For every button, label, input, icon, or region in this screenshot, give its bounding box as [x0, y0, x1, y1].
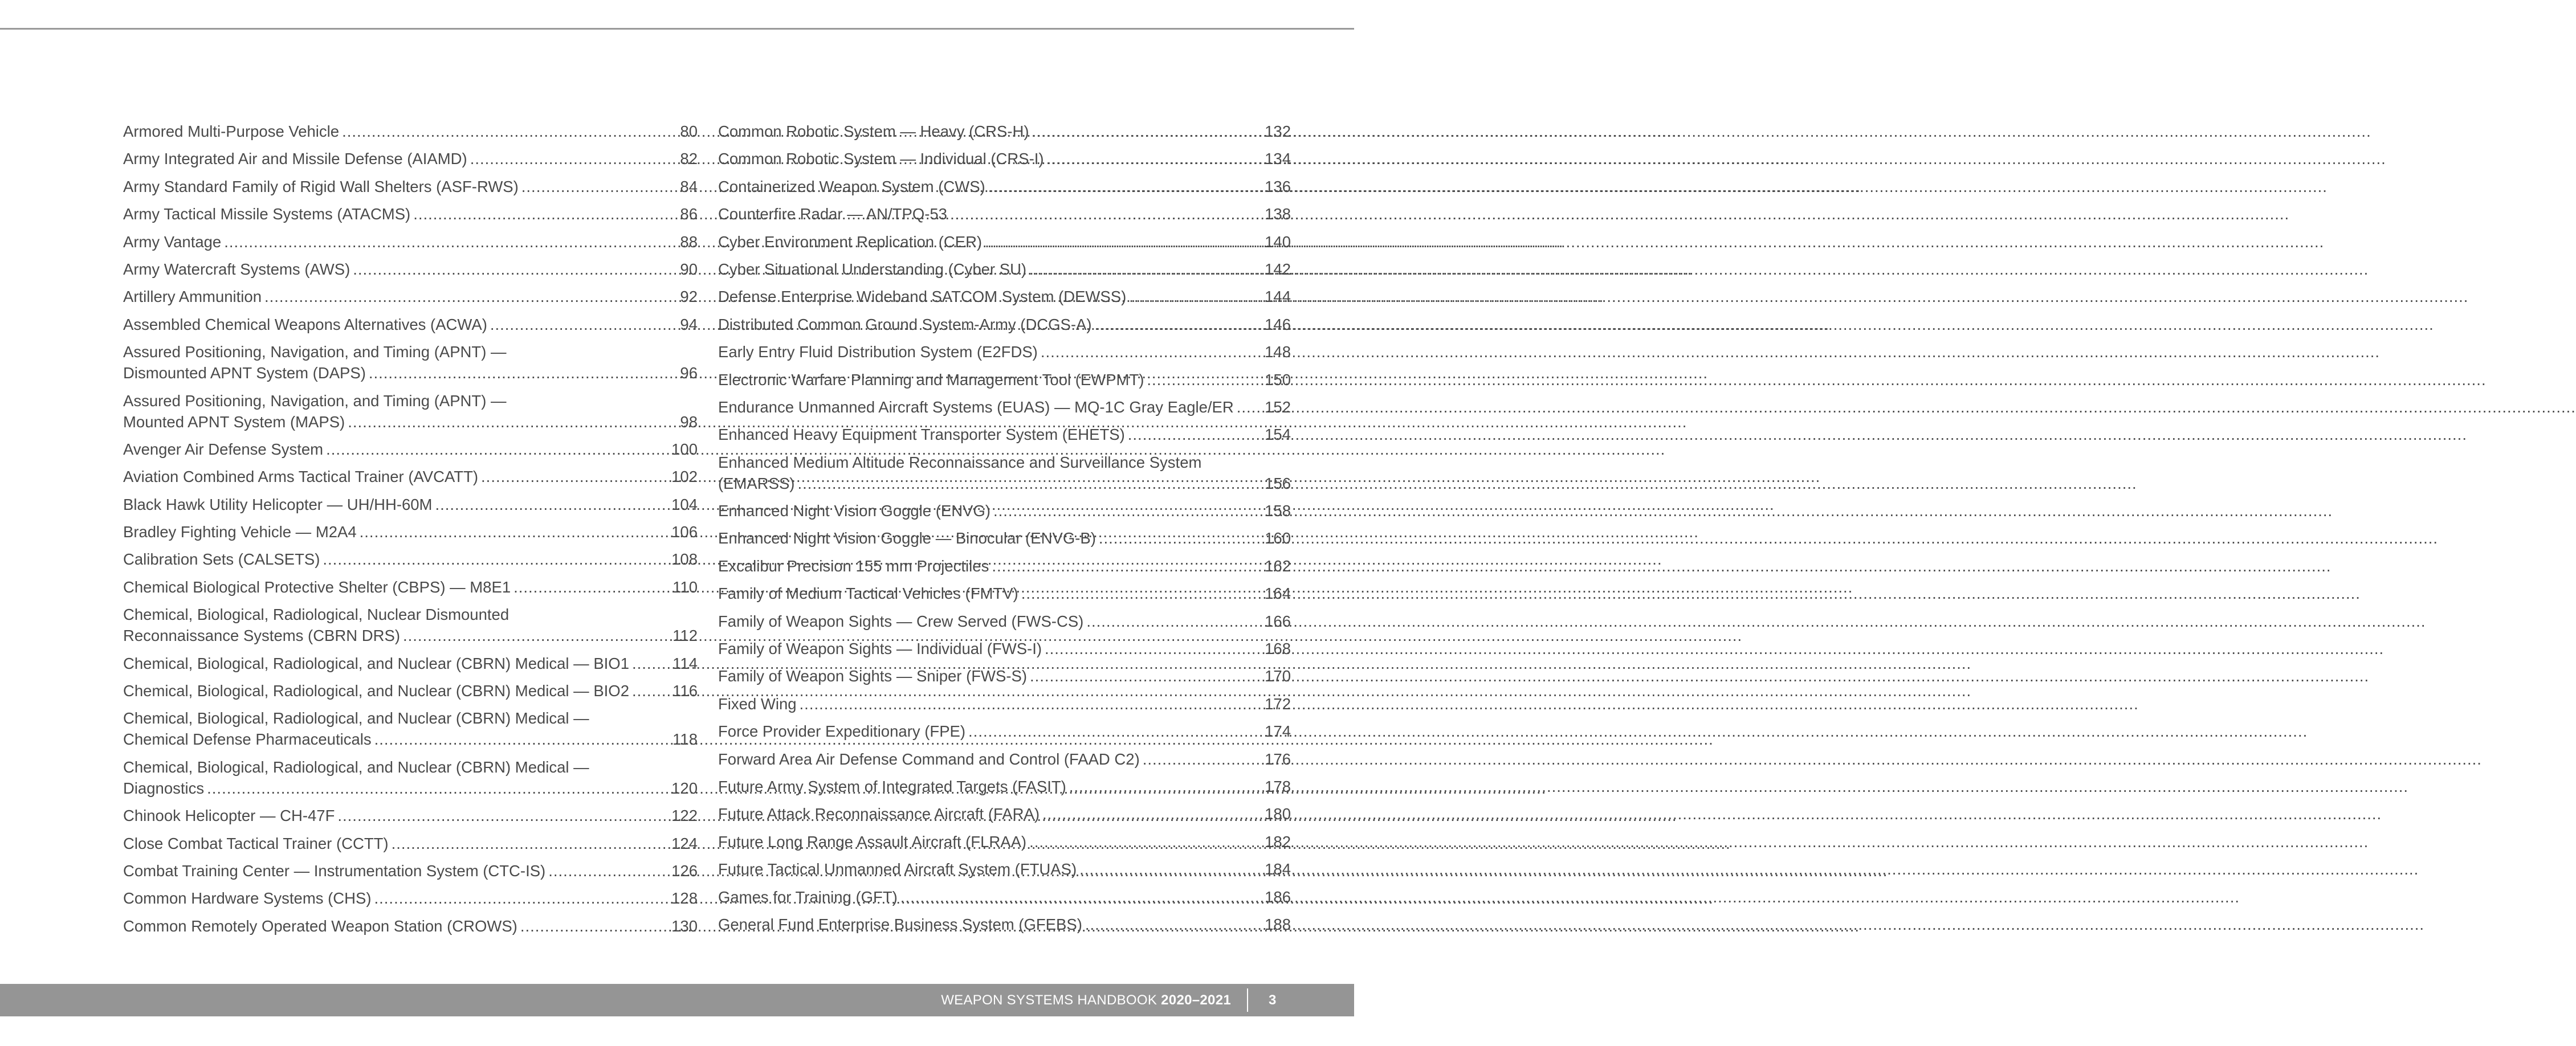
toc-entry-title: Family of Weapon Sights — Crew Served (FWS-CS) [718, 612, 1084, 630]
toc-entry-title: Future Army System of Integrated Targets (FASIT) [718, 777, 1066, 795]
toc-entry-title: Force Provider Expeditionary (FPE) [718, 722, 966, 741]
toc-entry-line [123, 805, 698, 826]
toc-entry-title: Enhanced Heavy Equipment Transporter System (EHETS) [718, 426, 1125, 444]
toc-entry-line [123, 148, 698, 169]
dot-leader [950, 203, 1262, 224]
toc-entry-page-number: 162 [1265, 557, 1291, 575]
toc-entry-line [718, 749, 1291, 770]
toc-entry-title: Chinook Helicopter — CH-47F [123, 807, 335, 825]
toc-entry-title: Enhanced Night Vision Goggle (ENVG) [718, 502, 991, 520]
toc-entry-page-number: 126 [671, 861, 698, 880]
toc-entry-page-number: 86 [680, 205, 698, 223]
toc-entry-title: Early Entry Fluid Distribution System (E2FDS) [718, 343, 1038, 361]
toc-entry[interactable] [718, 831, 1291, 852]
dot-leader [1086, 611, 1262, 632]
toc-entry-page-number: 108 [671, 550, 698, 569]
toc-entry[interactable] [123, 577, 698, 598]
toc-entry[interactable] [123, 176, 698, 197]
dot-leader [1085, 914, 1262, 935]
toc-entry[interactable] [718, 424, 1291, 445]
toc-entry[interactable] [718, 528, 1291, 549]
toc-left-column [123, 121, 698, 943]
toc-entry-title-line: Chemical, Biological, Radiological, Nuclear Dismounted [123, 606, 510, 624]
toc-entry[interactable] [123, 833, 698, 854]
toc-entry-page-number: 94 [680, 315, 698, 333]
toc-entry-page-number: 158 [1265, 502, 1291, 520]
toc-entry[interactable] [718, 203, 1291, 224]
toc-entry[interactable] [718, 665, 1291, 687]
toc-entry[interactable] [718, 693, 1291, 714]
toc-entry[interactable] [718, 148, 1291, 169]
toc-entry-title: Calibration Sets (CALSETS) [123, 550, 320, 569]
toc-entry-line [123, 833, 698, 854]
toc-entry[interactable] [718, 500, 1291, 521]
toc-entry-page-number: 172 [1265, 694, 1291, 713]
toc-entry-line [718, 859, 1291, 880]
dot-leader [403, 625, 670, 646]
dot-leader [374, 729, 671, 750]
dot-leader [632, 653, 670, 674]
toc-entry-page-number: 90 [680, 260, 698, 278]
toc-entry-page-number: 188 [1265, 915, 1291, 933]
dot-leader [413, 203, 678, 224]
toc-entry[interactable] [718, 121, 1291, 142]
toc-entry-title: Endurance Unmanned Aircraft Systems (EUAS) — MQ-1C Gray Eagle/ER [718, 398, 1234, 416]
dot-leader [1029, 259, 1262, 280]
toc-entry-line [123, 680, 698, 701]
toc-entry-page-number: 140 [1265, 232, 1291, 251]
toc-entry-line [718, 665, 1291, 687]
toc-entry[interactable] [718, 314, 1291, 335]
dot-leader [900, 886, 1262, 908]
toc-entry-page-number: 182 [1265, 832, 1291, 851]
toc-entry-title: Defense Enterprise Wideband SATCOM System (DEWSS) [718, 288, 1127, 306]
toc-entry-page-number: 134 [1265, 150, 1291, 168]
toc-entry-title: Common Robotic System — Individual (CRS-I) [718, 150, 1044, 168]
toc-entry[interactable] [718, 231, 1291, 252]
toc-entry-title: Army Integrated Air and Missile Defense (AIAMD) [123, 150, 467, 168]
toc-entry-title: Cyber Situational Understanding (Cyber SU) [718, 260, 1027, 278]
toc-entry-line [718, 611, 1291, 632]
toc-entry-page-number: 124 [671, 834, 698, 852]
toc-entry-line [718, 176, 1291, 197]
toc-entry-title-line: Enhanced Medium Altitude Reconnaissance and Surveillance System [718, 453, 1202, 471]
toc-entry-page-number: 106 [671, 523, 698, 541]
toc-entry-title: Dismounted APNT System (DAPS) [123, 364, 366, 382]
dot-leader [326, 439, 669, 460]
top-rule [0, 28, 1354, 30]
toc-entry-line [123, 916, 698, 937]
toc-entry-line [123, 577, 698, 598]
toc-entry[interactable] [123, 203, 698, 224]
dot-leader [988, 176, 1262, 197]
toc-entry-title: Army Standard Family of Rigid Wall Shelters (ASF-RWS) [123, 177, 519, 195]
dot-leader [342, 121, 678, 142]
toc-entry-line [718, 803, 1291, 824]
toc-entry[interactable] [123, 549, 698, 570]
toc-entry-page-number: 102 [671, 468, 698, 486]
toc-entry-line [718, 424, 1291, 445]
dot-leader [520, 916, 669, 937]
toc-entry-page-number: 178 [1265, 777, 1291, 795]
dot-leader [264, 286, 678, 307]
toc-entry[interactable] [123, 805, 698, 826]
dot-leader [1030, 665, 1262, 687]
toc-entry-page-number: 146 [1265, 315, 1291, 333]
toc-entry-line [123, 176, 698, 197]
toc-entry-page-number: 130 [671, 917, 698, 935]
toc-entry-title: Artillery Ammunition [123, 288, 262, 306]
toc-entry-page-number: 84 [680, 177, 698, 195]
toc-entry-title: Aviation Combined Arms Tactical Trainer (AVCATT) [123, 468, 479, 486]
toc-entry-line [123, 729, 698, 750]
page-footer [0, 984, 1354, 1016]
toc-entry[interactable] [123, 680, 698, 701]
dot-leader [1032, 121, 1263, 142]
dot-leader [323, 549, 669, 570]
toc-entry-line [123, 521, 698, 542]
toc-entry-page-number: 118 [672, 730, 698, 749]
toc-entry[interactable] [123, 757, 698, 799]
toc-entry-page-number: 184 [1265, 860, 1291, 879]
toc-entry[interactable] [718, 176, 1291, 197]
toc-entry-title: Future Tactical Unmanned Aircraft System (FTUAS) [718, 860, 1077, 879]
toc-entry[interactable] [123, 888, 698, 909]
toc-entry-page-number: 180 [1265, 805, 1291, 823]
toc-entry-page-number: 166 [1265, 612, 1291, 630]
toc-entry-line [718, 341, 1291, 362]
toc-entry-title: Close Combat Tactical Trainer (CCTT) [123, 834, 389, 852]
toc-entry-line [123, 778, 698, 799]
toc-entry-line [123, 625, 698, 646]
dot-leader [968, 721, 1262, 742]
toc-entry-page-number: 112 [672, 627, 698, 645]
toc-entry[interactable] [718, 555, 1291, 577]
toc-entry-page-number: 186 [1265, 888, 1291, 906]
toc-entry-page-number: 120 [671, 779, 698, 797]
toc-entry-page-number: 96 [680, 364, 698, 382]
toc-entry-page-number: 144 [1265, 288, 1291, 306]
toc-entry-page-number: 92 [680, 288, 698, 306]
toc-entry[interactable] [123, 341, 698, 383]
toc-entry-title: Reconnaissance Systems (CBRN DRS) [123, 627, 400, 645]
toc-entry-line [123, 231, 698, 252]
toc-entry-title: Chemical, Biological, Radiological, and Nuclear (CBRN) Medical — BIO1 [123, 654, 629, 672]
toc-entry-page-number: 110 [672, 578, 698, 596]
toc-entry[interactable] [123, 439, 698, 460]
dot-leader [348, 411, 678, 432]
toc-entry-title: Electronic Warfare Planning and Management Tool (EWPMT) [718, 370, 1144, 389]
toc-entry[interactable] [123, 314, 698, 335]
toc-entry[interactable] [123, 604, 698, 646]
dot-leader [513, 577, 670, 598]
toc-entry[interactable] [718, 452, 1291, 494]
toc-entry-title-line: Assured Positioning, Navigation, and Timing (APNT) — [123, 391, 507, 410]
toc-entry-line [123, 439, 698, 460]
toc-entry[interactable] [718, 859, 1291, 880]
toc-entry[interactable] [718, 583, 1291, 604]
toc-entry-title: Chemical Biological Protective Shelter (CBPS) — M8E1 [123, 578, 511, 596]
toc-entry[interactable] [718, 259, 1291, 280]
toc-entry-title: Mounted APNT System (MAPS) [123, 412, 345, 431]
toc-entry[interactable] [123, 231, 698, 252]
toc-entry-title: Family of Medium Tactical Vehicles (FMTV) [718, 585, 1018, 603]
dot-leader [369, 362, 678, 383]
dot-leader [360, 521, 669, 542]
toc-entry-page-number: 160 [1265, 529, 1291, 547]
toc-entry-line [123, 286, 698, 307]
toc-entry-page-number: 104 [671, 495, 698, 513]
toc-entry-page-number: 122 [671, 807, 698, 825]
dot-leader [353, 259, 678, 280]
toc-entry-page-number: 128 [671, 889, 698, 908]
toc-entry-title: Excalibur Precision 155 mm Projectiles [718, 557, 989, 575]
toc-entry-title: Army Watercraft Systems (AWS) [123, 260, 350, 278]
toc-entry[interactable] [718, 397, 1291, 418]
dot-leader [1029, 831, 1262, 852]
toc-entry[interactable] [123, 708, 698, 750]
toc-entry-line [123, 653, 698, 674]
dot-leader [1045, 638, 1262, 659]
dot-leader [1042, 803, 1262, 824]
dot-leader [1095, 314, 1263, 335]
toc-entry-line [123, 549, 698, 570]
toc-entry-page-number: 80 [680, 122, 698, 140]
toc-entry-line [718, 259, 1291, 280]
dot-leader [797, 473, 1262, 494]
footer-divider [1247, 988, 1248, 1012]
dot-leader [435, 494, 669, 515]
toc-entry[interactable] [718, 638, 1291, 659]
dot-leader [800, 693, 1263, 714]
toc-entry[interactable] [718, 611, 1291, 632]
toc-entry-page-number: 170 [1265, 667, 1291, 685]
dot-leader [1047, 148, 1263, 169]
toc-entry-page-number: 156 [1265, 474, 1291, 492]
toc-entry-line [718, 721, 1291, 742]
toc-entry-page-number: 142 [1265, 260, 1291, 278]
toc-entry-title: Family of Weapon Sights — Individual (FWS-I) [718, 640, 1042, 658]
dot-leader [481, 466, 669, 487]
toc-entry[interactable] [718, 803, 1291, 824]
toc-entry-line [718, 203, 1291, 224]
toc-entry-line [123, 411, 698, 432]
dot-leader [1128, 424, 1262, 445]
dot-leader [1237, 397, 1262, 418]
toc-entry-title: Games for Training (GFT) [718, 888, 898, 906]
toc-entry-title-line: Chemical, Biological, Radiological, and Nuclear (CBRN) Medical — [123, 758, 589, 776]
toc-entry[interactable] [718, 776, 1291, 797]
toc-entry-line [718, 397, 1291, 418]
toc-entry[interactable] [123, 653, 698, 674]
toc-entry-title: Bradley Fighting Vehicle — M2A4 [123, 523, 357, 541]
toc-entry-page-number: 116 [672, 682, 698, 700]
toc-entry-title: Army Tactical Missile Systems (ATACMS) [123, 205, 411, 223]
toc-entry-line [123, 888, 698, 909]
toc-entry[interactable] [123, 259, 698, 280]
dot-leader [374, 888, 670, 909]
dot-leader [337, 805, 669, 826]
dot-leader [1129, 286, 1262, 307]
dot-leader [632, 680, 670, 701]
toc-entry[interactable] [718, 286, 1291, 307]
footer-page-number: 3 [1269, 992, 1277, 1008]
toc-entry-line [718, 555, 1291, 577]
toc-entry-title: Common Remotely Operated Weapon Station (CROWS) [123, 917, 517, 935]
toc-entry-page-number: 114 [672, 654, 698, 672]
toc-entry[interactable] [123, 148, 698, 169]
dot-leader [470, 148, 678, 169]
toc-entry-title: Chemical, Biological, Radiological, and Nuclear (CBRN) Medical — BIO2 [123, 682, 629, 700]
toc-entry-title-line: Assured Positioning, Navigation, and Timing (APNT) — [123, 343, 507, 361]
dot-leader [1079, 859, 1262, 880]
toc-entry[interactable] [718, 914, 1291, 935]
dot-leader [207, 778, 669, 799]
toc-entry-page-number: 88 [680, 232, 698, 251]
dot-leader [548, 860, 669, 881]
toc-entry-title: Distributed Common Ground System-Army (DCGS-A) [718, 315, 1092, 333]
toc-entry-line [718, 231, 1291, 252]
toc-entry[interactable] [718, 749, 1291, 770]
toc-entry-title: Black Hawk Utility Helicopter — UH/HH-60M [123, 495, 433, 513]
toc-entry-title: Cyber Environment Replication (CER) [718, 232, 983, 251]
toc-entry-line [718, 121, 1291, 142]
toc-entry-page-number: 154 [1265, 426, 1291, 444]
toc-entry-page-number: 138 [1265, 205, 1291, 223]
toc-entry[interactable] [718, 341, 1291, 362]
toc-entry-title: Chemical Defense Pharmaceuticals [123, 730, 372, 749]
toc-entry-line [123, 362, 698, 383]
toc-entry-title: Common Hardware Systems (CHS) [123, 889, 372, 908]
toc-entry-page-number: 82 [680, 150, 698, 168]
toc-entry-line [123, 259, 698, 280]
toc-entry-title: Enhanced Night Vision Goggle — Binocular (ENVG-B) [718, 529, 1096, 547]
toc-entry-line [718, 314, 1291, 335]
toc-entry-line [718, 776, 1291, 797]
footer-year: 2020–2021 [1161, 992, 1231, 1008]
dot-leader [224, 231, 678, 252]
toc-entry-title: General Fund Enterprise Business System (GFEBS) [718, 915, 1082, 933]
toc-entry-title: Armored Multi-Purpose Vehicle [123, 122, 340, 140]
toc-entry-title: Assembled Chemical Weapons Alternatives (ACWA) [123, 315, 487, 333]
dot-leader [1099, 528, 1262, 549]
toc-entry-page-number: 164 [1265, 585, 1291, 603]
dot-leader [992, 555, 1262, 577]
toc-entry[interactable] [123, 121, 698, 142]
dot-leader [993, 500, 1262, 521]
toc-entry-line [718, 914, 1291, 935]
toc-right-column [718, 121, 1291, 941]
toc-entry-title-line: Chemical, Biological, Radiological, and Nuclear (CBRN) Medical — [123, 709, 589, 728]
toc-entry-page-number: 136 [1265, 177, 1291, 195]
toc-entry-line [718, 369, 1291, 390]
toc-entry-line [718, 583, 1291, 604]
dot-leader [490, 314, 678, 335]
dot-leader [521, 176, 678, 197]
toc-entry[interactable] [123, 916, 698, 937]
toc-entry-line [718, 528, 1291, 549]
toc-entry-line [123, 121, 698, 142]
toc-entry[interactable] [718, 369, 1291, 390]
toc-entry-page-number: 100 [671, 440, 698, 458]
toc-entry[interactable] [123, 521, 698, 542]
toc-entry-line [718, 638, 1291, 659]
toc-entry-title: Army Vantage [123, 232, 222, 251]
footer-title [941, 984, 1231, 1016]
toc-entry[interactable] [718, 721, 1291, 742]
dot-leader [1041, 341, 1262, 362]
toc-entry[interactable] [123, 494, 698, 515]
toc-entry-line [718, 473, 1291, 494]
toc-entry-title: Common Robotic System — Heavy (CRS-H) [718, 122, 1029, 140]
toc-entry-page-number: 152 [1265, 398, 1291, 416]
dot-leader [392, 833, 670, 854]
toc-entry-title: Fixed Wing [718, 694, 797, 713]
toc-entry-title: Containerized Weapon System (CWS) [718, 177, 985, 195]
toc-entry-line [123, 860, 698, 881]
toc-entry-title: Diagnostics [123, 779, 205, 797]
toc-entry-line [718, 693, 1291, 714]
toc-entry-line [718, 286, 1291, 307]
toc-entry-title: Future Attack Reconnaissance Aircraft (FARA) [718, 805, 1040, 823]
toc-entry-title: Forward Area Air Defense Command and Control (FAAD C2) [718, 750, 1140, 768]
toc-entry-line [718, 886, 1291, 908]
toc-entry-page-number: 148 [1265, 343, 1291, 361]
toc-entry[interactable] [123, 860, 698, 881]
toc-entry-title: (EMARSS) [718, 474, 795, 492]
toc-entry-page-number: 176 [1265, 750, 1291, 768]
dot-leader [1143, 749, 1262, 770]
toc-entry-line [123, 314, 698, 335]
toc-entry-title: Family of Weapon Sights — Sniper (FWS-S) [718, 667, 1028, 685]
toc-entry[interactable] [123, 390, 698, 432]
toc-entry-line [123, 494, 698, 515]
toc-entry-page-number: 150 [1265, 370, 1291, 389]
toc-entry-line [718, 148, 1291, 169]
dot-leader [985, 231, 1262, 252]
toc-entry[interactable] [123, 286, 698, 307]
toc-entry[interactable] [718, 886, 1291, 908]
toc-entry-line [718, 831, 1291, 852]
toc-entry-line [123, 466, 698, 487]
toc-entry-page-number: 132 [1265, 122, 1291, 140]
toc-entry-page-number: 98 [680, 412, 698, 431]
footer-title-text: WEAPON SYSTEMS HANDBOOK [941, 992, 1157, 1008]
toc-entry-page-number: 168 [1265, 640, 1291, 658]
dot-leader [1069, 776, 1262, 797]
dot-leader [1147, 369, 1262, 390]
toc-entry-title: Future Long Range Assault Aircraft (FLRAA) [718, 832, 1027, 851]
toc-entry-line [123, 203, 698, 224]
toc-entry-title: Avenger Air Defense System [123, 440, 324, 458]
toc-entry-title: Counterfire Radar — AN/TPQ-53 [718, 205, 947, 223]
dot-leader [1021, 583, 1262, 604]
toc-entry-line [718, 500, 1291, 521]
toc-entry-title: Combat Training Center — Instrumentation System (CTC-IS) [123, 861, 546, 880]
toc-entry[interactable] [123, 466, 698, 487]
toc-entry-page-number: 174 [1265, 722, 1291, 741]
